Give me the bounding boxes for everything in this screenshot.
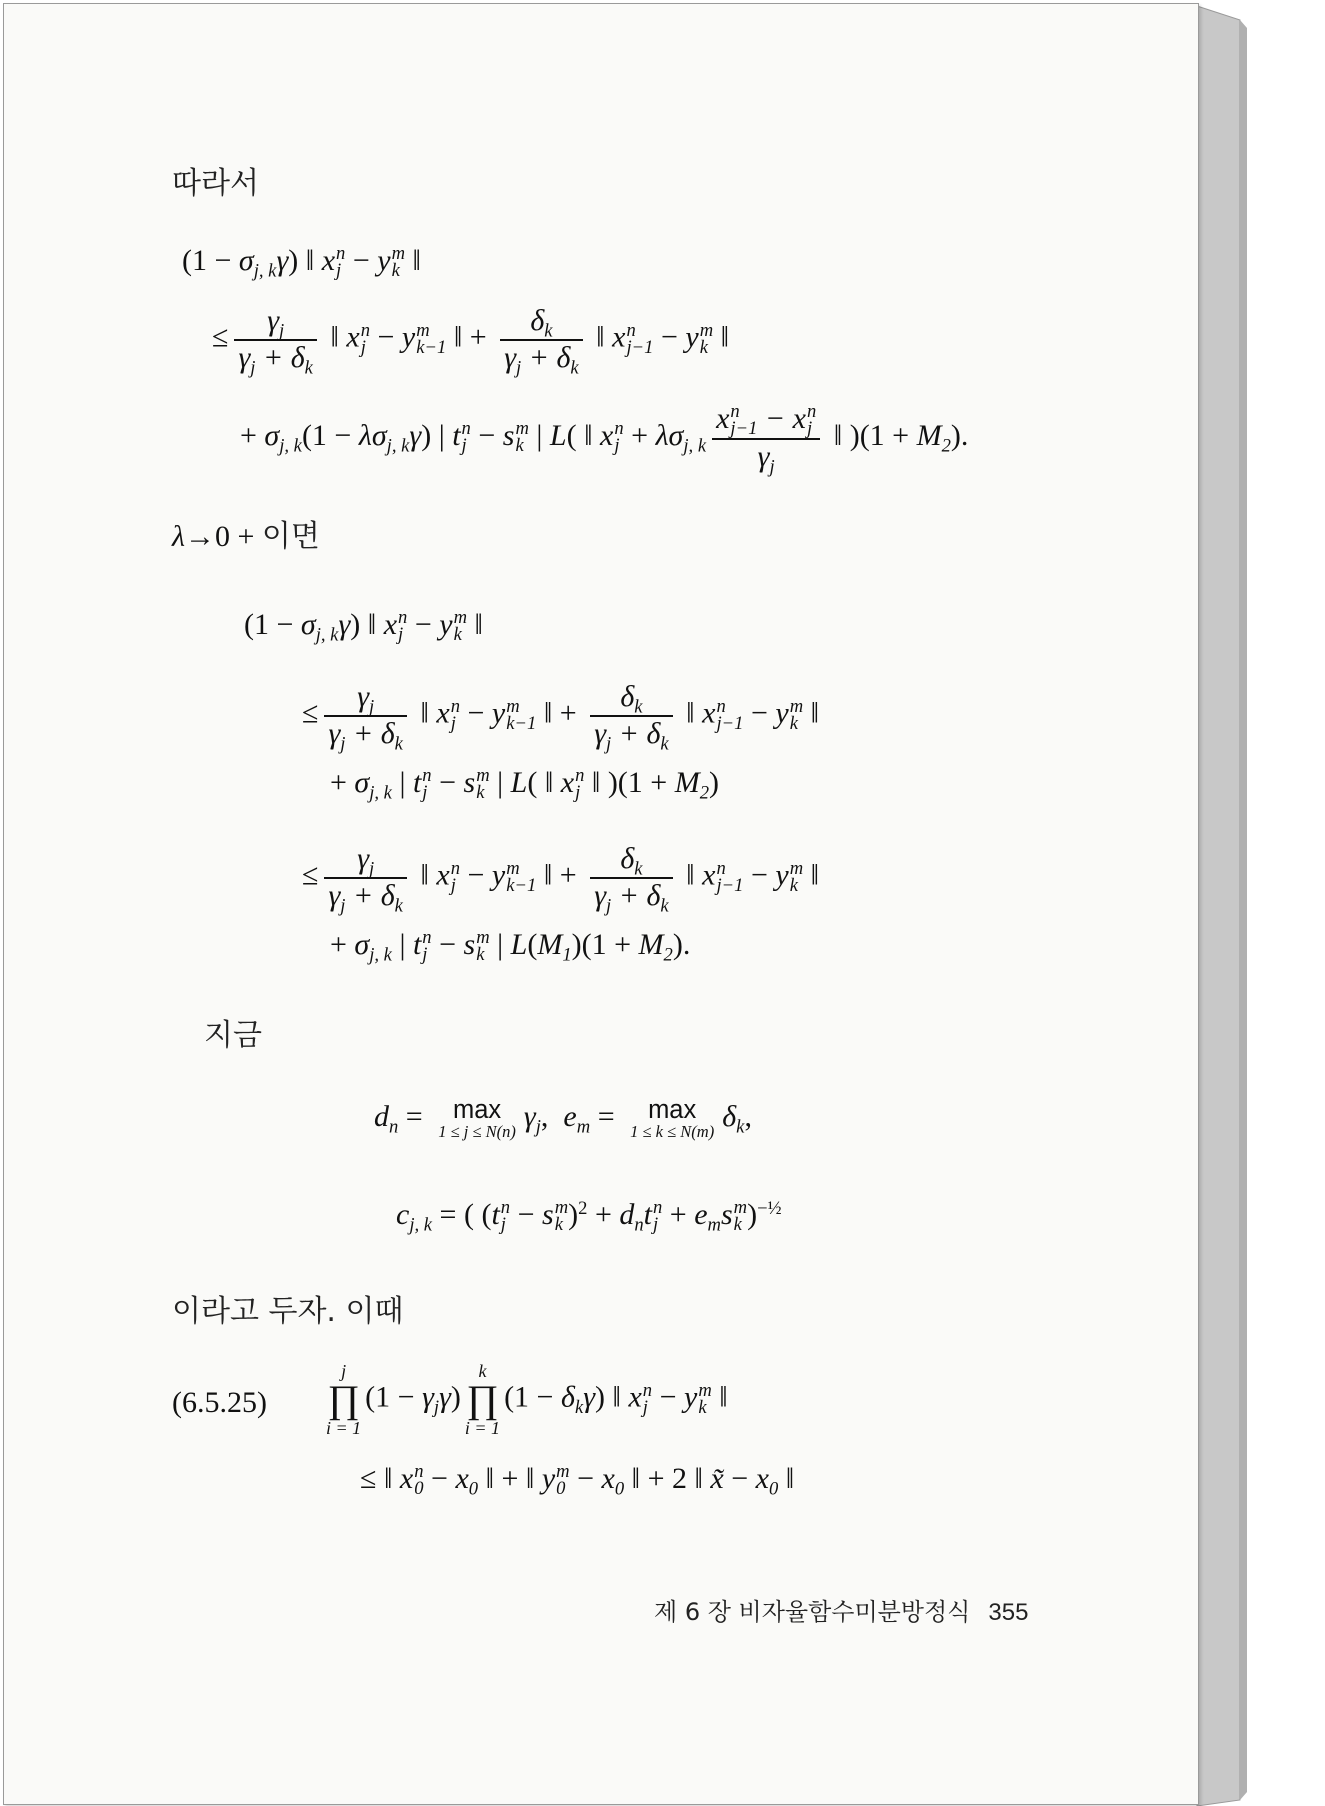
equation-line: + $\sigma_{j, k}$ | tn j − sm k | $L(M_1)(1 + M_2)$. bbox=[330, 927, 691, 966]
lambda-condition: λ→0 + 이면 bbox=[172, 519, 320, 554]
korean-text-let-then: 이라고 두자. 이때 bbox=[172, 1294, 404, 1329]
korean-text-therefore: 따라서 bbox=[172, 166, 259, 201]
chapter-title: 제 6 장 비자율함수미분방정식 bbox=[654, 1598, 971, 1626]
equation-line: ≤ ‖ xn $0 - x_0$ ‖ + ‖ ym $0 - x_0$ ‖ + 2 ‖ x̃ − $x_0$ ‖ bbox=[360, 1461, 795, 1500]
korean-text-if: 이면 bbox=[261, 519, 320, 554]
definition-dn-em: $d_n$ = max 1 ≤ j ≤ N(n) $\gamma_j$, $e_m$ = max 1 ≤ k ≤ N(m) $\delta_k$, bbox=[374, 1096, 752, 1141]
equation-label: (6.5.25) bbox=[172, 1386, 267, 1419]
equation-line: $(1 - \sigma_{j, k}\gamma)$ ‖ xn j − ym k ‖ bbox=[182, 243, 421, 282]
equation-line: ≤ $\frac{\gamma_j}{\gamma_j + \delta_k}$ ‖ xn j − ym k−1 ‖ + $\frac{\delta_k}{\gamma_j + \delta_k}$ ‖ xn j−1 − ym k ‖ bbox=[212, 304, 730, 378]
equation-line: + $\sigma_{j, k}$ | tn j − sm k | L( ‖ xn j ‖ )$(1 + M_2)$ bbox=[330, 765, 720, 804]
book-page bbox=[3, 3, 1199, 1805]
equation-line: $(1 - \sigma_{j, k}\gamma)$ ‖ xn j − ym k ‖ bbox=[244, 607, 483, 646]
equation-line: ≤ $\frac{\gamma_j}{\gamma_j + \delta_k}$ ‖ xn j − ym k−1 ‖ + $\frac{\delta_k}{\gamma_j + \delta_k}$ ‖ xn j−1 − ym k ‖ bbox=[302, 842, 820, 916]
page-number: 355 bbox=[988, 1599, 1029, 1626]
equation-line: + $\sigma_{j, k}(1 - \lambda\sigma_{j, k}\gamma)$ | tn j − sm k | L( ‖ xn $j + \lambda\sigma_{j, k}$ xn j−1 − xn j $\gamma_j$ ‖ )$(1 + M_2)$. bbox=[240, 401, 969, 478]
korean-text-now: 지금 bbox=[204, 1018, 262, 1053]
definition-cjk: $c_{j, k}$ = ( (tn j − sm k )$^2 + d_ntn$ $j + e_msm$ k )$^{-\frac{1}{2}}$ bbox=[396, 1197, 782, 1236]
equation-6-5-25: j ∏ i = 1 $(1 - \gamma_j\gamma)$ k ∏ i = 1 $(1 - \delta_k\gamma)$ ‖ xn j − ym k ‖ bbox=[326, 1361, 728, 1438]
page-footer bbox=[654, 1592, 1028, 1627]
equation-line: ≤ $\frac{\gamma_j}{\gamma_j + \delta_k}$ ‖ xn j − ym k−1 ‖ + $\frac{\delta_k}{\gamma_j + \delta_k}$ ‖ xn j−1 − ym k ‖ bbox=[302, 680, 820, 754]
